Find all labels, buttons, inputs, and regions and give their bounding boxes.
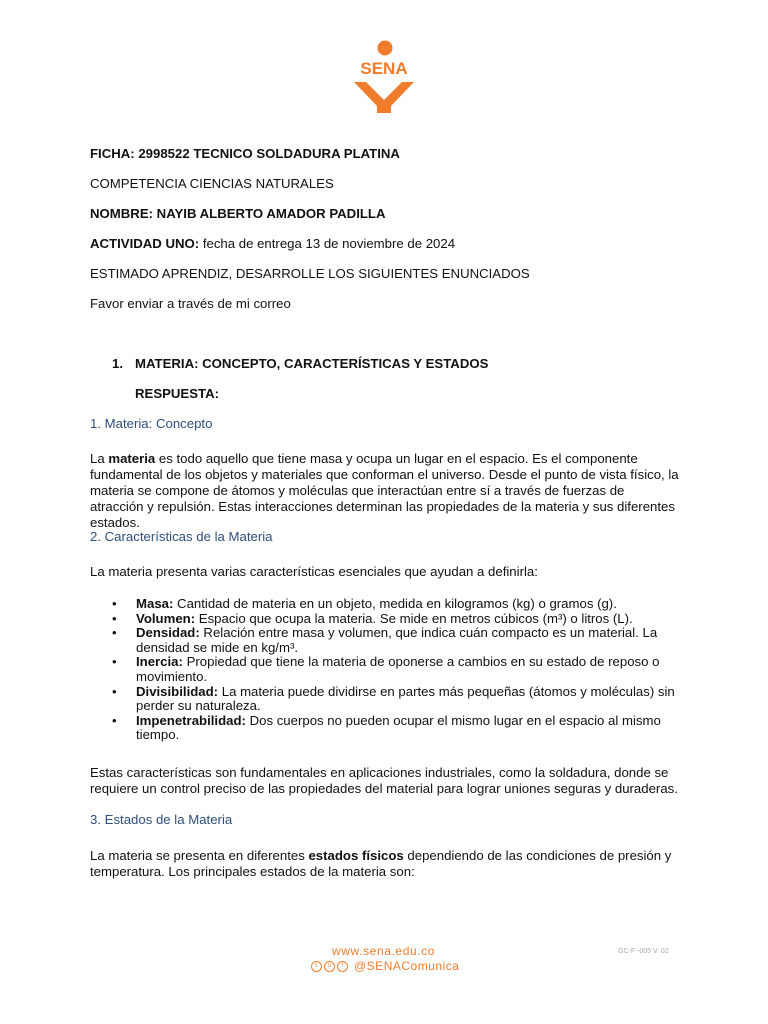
footer-website-link[interactable]: www.sena.edu.co	[332, 944, 436, 958]
section1-heading: 1. Materia: Concepto	[90, 416, 213, 431]
logo-figure	[354, 82, 414, 113]
section2-intro: La materia presenta varias características esenciales que ayudan a definirla:	[90, 564, 538, 579]
instagram-icon: o	[324, 961, 335, 972]
section1-paragraph: La materia es todo aquello que tiene masa y ocupa un lugar en el espacio. Es el componente fundamental de los objetos y materiales que conforman el universo. Desde el punto de vista físico, la materia se compone de átomos y moléculas que interactúan entre sí a través de fuerzas de atracción y repulsión. Estas interacciones determinan las propiedades de la materia y sus diferentes estados.	[90, 451, 679, 530]
section2-heading: 2. Características de la Materia	[90, 529, 273, 544]
facebook-icon: f	[337, 961, 348, 972]
section3-heading: 3. Estados de la Materia	[90, 812, 233, 827]
characteristics-list	[90, 597, 680, 743]
footer-social	[311, 959, 459, 973]
actividad-line	[90, 236, 455, 252]
question-title: MATERIA: CONCEPTO, CARACTERÍSTICAS Y ESTADOS	[135, 356, 489, 371]
sena-logo	[348, 40, 420, 114]
competencia-line: COMPETENCIA CIENCIAS NATURALES	[90, 176, 334, 191]
list-item-inercia: • Inercia: Propiedad que tiene la materia de oponerse a cambios en su estado de reposo o movimiento.	[112, 654, 660, 684]
section3-paragraph: La materia se presenta en diferentes estados físicos dependiendo de las condiciones de presión y temperatura. Los principales estados de la materia son:	[90, 848, 672, 879]
list-item-masa: • Masa: Cantidad de materia en un objeto, medida en kilogramos (kg) o gramos (g).	[112, 596, 617, 611]
respuesta-label: RESPUESTA:	[135, 386, 220, 401]
actividad-text: fecha de entrega 13 de noviembre de 2024	[199, 236, 456, 251]
list-item-densidad: • Densidad: Relación entre masa y volumen, que indica cuán compacto es un material. La densidad se mide en kg/m³.	[112, 625, 658, 655]
question-number: 1.	[112, 356, 123, 371]
favor-line: Favor enviar a través de mi correo	[90, 296, 291, 311]
list-item-divisibilidad: • Divisibilidad: La materia puede dividirse en partes más pequeñas (átomos y moléculas) sin perder su naturaleza.	[112, 683, 675, 714]
twitter-icon: t	[311, 961, 322, 972]
nombre-line: NOMBRE: NAYIB ALBERTO AMADOR PADILLA	[90, 206, 386, 221]
logo-text: SENA	[360, 59, 408, 78]
list-item-volumen: • Volumen: Espacio que ocupa la materia. Se mide en metros cúbicos (m³) o litros (L).	[112, 610, 633, 626]
actividad-label: ACTIVIDAD UNO:	[90, 236, 200, 251]
document-code: GC-F -005 V. 02	[618, 948, 669, 955]
materia-term: materia	[108, 451, 156, 466]
ficha-line: FICHA: 2998522 TECNICO SOLDADURA PLATINA	[90, 146, 400, 161]
estimado-line: ESTIMADO APRENDIZ, DESARROLLE LOS SIGUIENTES ENUNCIADOS	[90, 266, 530, 281]
footer-social-handle[interactable]: @SENAComunica	[354, 959, 460, 973]
logo-head	[378, 41, 393, 56]
estados-term: estados físicos	[308, 848, 404, 863]
section2-closing: Estas características son fundamentales en aplicaciones industriales, como la soldadura, donde se requiere un control preciso de las propiedades del material para lograr uniones seguras y duraderas.	[90, 765, 678, 796]
list-item-impenetrabilidad: • Impenetrabilidad: Dos cuerpos no pueden ocupar el mismo lugar en el espacio al mismo tiempo.	[112, 712, 661, 743]
